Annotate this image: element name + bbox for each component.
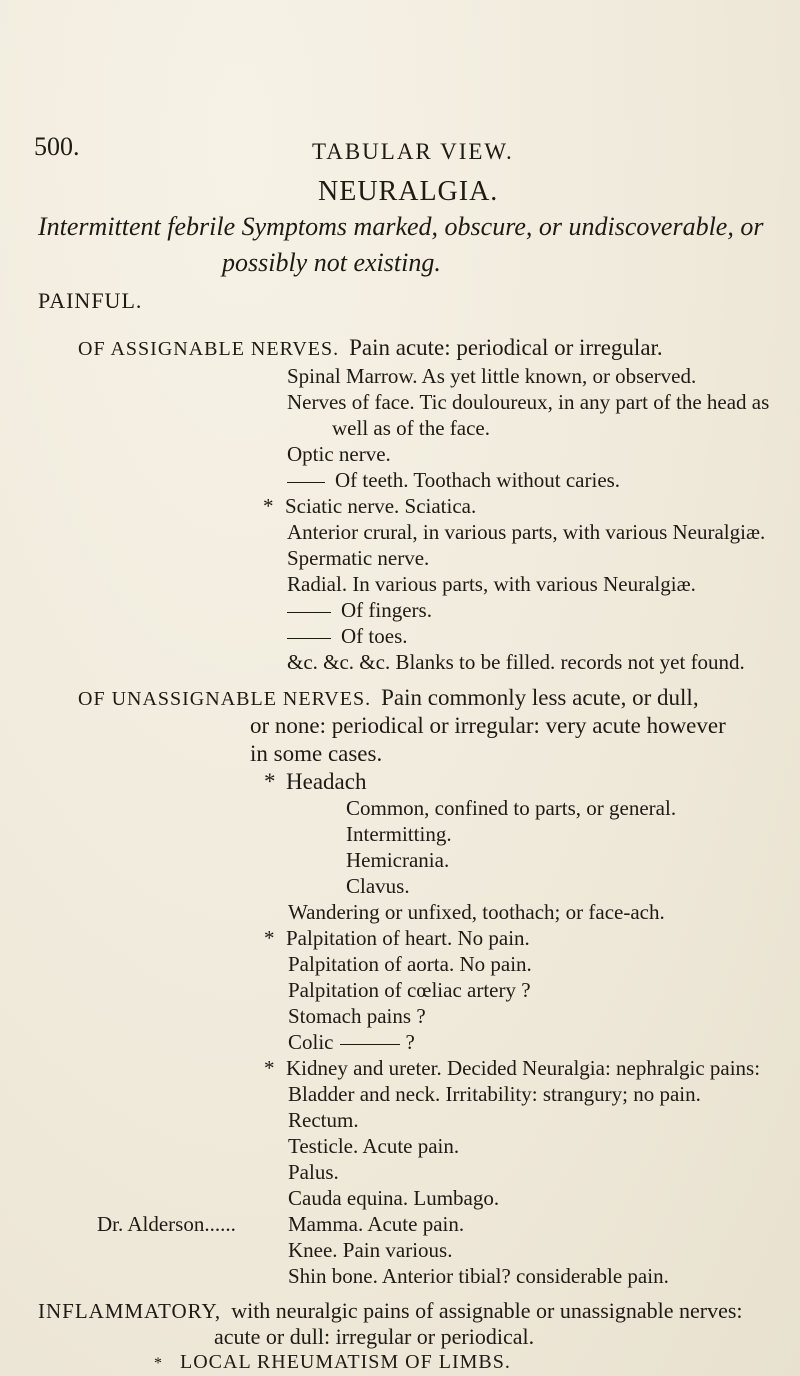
list-item: Colic ? xyxy=(288,1030,415,1054)
list-item: * Sciatic nerve. Sciatica. xyxy=(263,494,477,518)
authority-citation: Dr. Alderson...... xyxy=(97,1212,236,1236)
list-item: Of fingers. xyxy=(287,600,432,621)
star-marker-icon: * xyxy=(263,494,274,518)
page-number: 500. xyxy=(34,132,80,161)
list-item: Nerves of face. Tic douloureux, in any part of the head as xyxy=(287,390,770,414)
assignable-heading xyxy=(78,336,663,359)
running-title: TABULAR VIEW. xyxy=(312,139,514,164)
ditto-dash xyxy=(287,482,325,483)
unassignable-heading xyxy=(78,686,699,709)
list-item: Common, confined to parts, or general. xyxy=(346,796,677,820)
inflammatory-heading-rest: with neuralgic pains of assignable or unassignable nerves: xyxy=(231,1298,743,1323)
list-item: Anterior crural, in various parts, with various Neuralgiæ. xyxy=(287,520,766,544)
star-marker-icon: * xyxy=(264,769,276,794)
assignable-heading-caps: OF ASSIGNABLE NERVES. xyxy=(78,338,340,360)
section-painful-label: PAINFUL. xyxy=(38,288,143,313)
list-item: Wandering or unfixed, toothach; or face-ach. xyxy=(288,900,665,924)
list-item: Optic nerve. xyxy=(287,442,391,466)
unassignable-heading-caps: OF UNASSIGNABLE NERVES. xyxy=(78,688,372,710)
list-item: Cauda equina. Lumbago. xyxy=(288,1186,500,1210)
list-item: Testicle. Acute pain. xyxy=(288,1134,460,1158)
blank-line xyxy=(340,1044,400,1045)
list-item: Mamma. Acute pain. xyxy=(288,1212,465,1236)
unassignable-line-2: or none: periodical or irregular: very acute however xyxy=(250,713,726,738)
local-rheumatism-heading: * LOCAL RHEUMATISM OF LIMBS. xyxy=(154,1351,511,1373)
ditto-dash xyxy=(287,612,331,613)
list-item: * Headach xyxy=(264,769,367,794)
subtitle-line-2: possibly not existing. xyxy=(222,248,441,277)
list-item: Clavus. xyxy=(346,874,410,898)
star-marker-icon: * xyxy=(264,926,275,950)
inflammatory-line-2: acute or dull: irregular or periodical. xyxy=(214,1324,535,1349)
list-item: Spinal Marrow. As yet little known, or observed. xyxy=(287,364,697,388)
inflammatory-heading xyxy=(38,1300,743,1322)
unassignable-line-3: in some cases. xyxy=(250,741,383,766)
list-item: Bladder and neck. Irritability: strangury; no pain. xyxy=(288,1082,701,1106)
subtitle-line-1: Intermittent febrile Symptoms marked, obscure, or undiscoverable, or xyxy=(38,212,764,241)
list-item: * Kidney and ureter. Decided Neuralgia: nephralgic pains: xyxy=(264,1056,761,1080)
list-item: Palpitation of aorta. No pain. xyxy=(288,952,532,976)
list-item: Spermatic nerve. xyxy=(287,546,430,570)
list-item: * Palpitation of heart. No pain. xyxy=(264,926,530,950)
assignable-heading-rest: Pain acute: periodical or irregular. xyxy=(349,335,663,360)
page-title: NEURALGIA. xyxy=(318,176,499,207)
list-item: Radial. In various parts, with various Neuralgiæ. xyxy=(287,572,696,596)
list-item: Palpitation of cœliac artery ? xyxy=(288,978,531,1002)
unassignable-heading-rest: Pain commonly less acute, or dull, xyxy=(381,685,699,710)
list-item: Hemicrania. xyxy=(346,848,450,872)
list-item: well as of the face. xyxy=(332,416,491,440)
list-item: &c. &c. &c. Blanks to be filled. records not yet found. xyxy=(287,650,745,674)
ditto-dash xyxy=(287,638,331,639)
star-marker-icon: * xyxy=(154,1355,162,1372)
list-item: Intermitting. xyxy=(346,822,452,846)
star-marker-icon: * xyxy=(264,1056,275,1080)
list-item: Of teeth. Toothach without caries. xyxy=(287,470,620,491)
list-item: Shin bone. Anterior tibial? considerable pain. xyxy=(288,1264,669,1288)
list-item: Of toes. xyxy=(287,626,408,647)
inflammatory-heading-caps: INFLAMMATORY, xyxy=(38,1299,222,1323)
list-item: Stomach pains ? xyxy=(288,1004,426,1028)
list-item: Palus. xyxy=(288,1160,339,1184)
list-item: Knee. Pain various. xyxy=(288,1238,453,1262)
list-item: Rectum. xyxy=(288,1108,359,1132)
